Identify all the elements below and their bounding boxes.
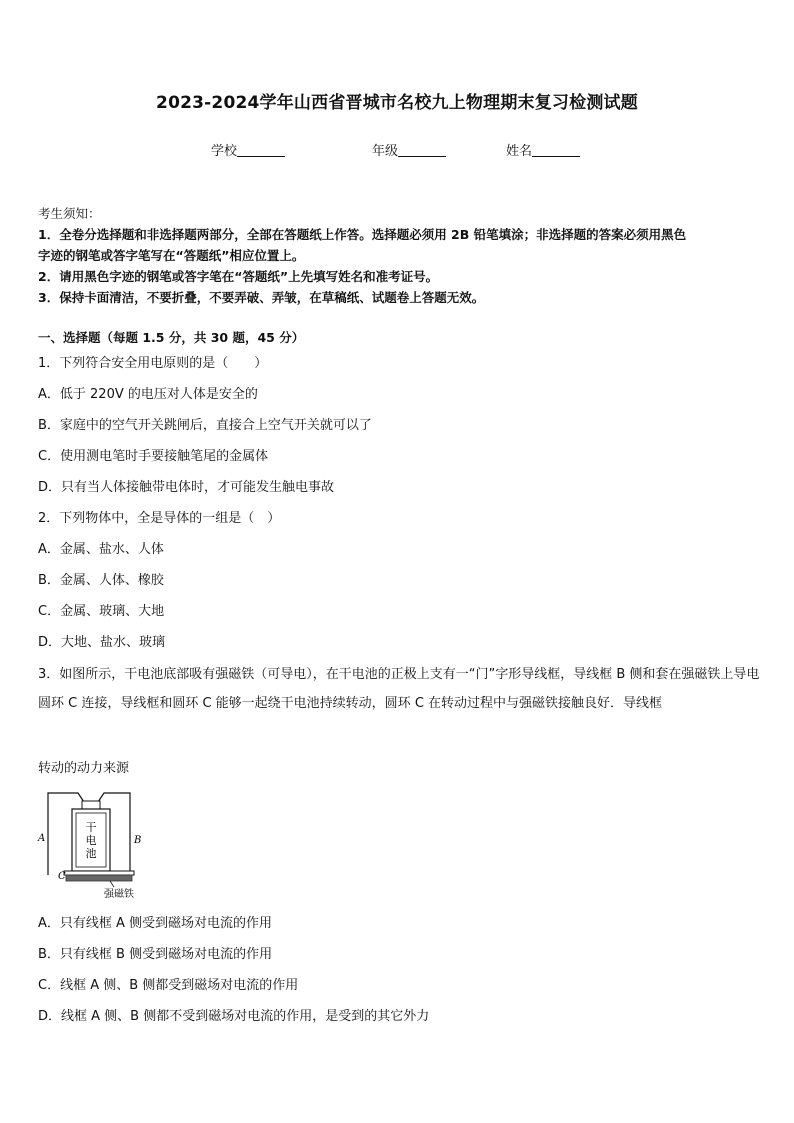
notice-heading: 考生须知： [38,206,101,221]
question-option: A．金属、盐水、人体 [38,542,164,557]
battery-label: 电 [85,834,97,847]
question-option: B．只有线框 B 侧受到磁场对电流的作用 [38,947,273,962]
battery-label: 池 [85,847,97,860]
grade-field [372,140,446,159]
notice-line: 字迹的钢笔或答字笔写在“答题纸”相应位置上。 [38,248,305,263]
question-option: C．线框 A 侧、B 侧都受到磁场对电流的作用 [38,978,299,993]
question-option: D．只有当人体接触带电体时，才可能发生触电事故 [38,480,335,495]
label-b: B [134,835,142,846]
battery-frame-figure [34,789,154,901]
question-option: D．线框 A 侧、B 侧都不受到磁场对电流的作用，是受到的其它外力 [38,1009,430,1024]
question-option: B．家庭中的空气开关跳闸后，直接合上空气开关就可以了 [38,418,372,433]
question-option: B．金属、人体、橡胶 [38,573,164,588]
document-title: 2023-2024学年山西省晋城市名校九上物理期末复习检测试题 [156,93,638,113]
school-blank[interactable] [237,143,285,157]
magnet-leader-line [110,881,114,887]
question-stem: 1．下列符合安全用电原则的是（ ） [38,356,268,371]
name-blank[interactable] [532,143,580,157]
question-stem: 2．下列物体中，全是导体的一组是（ ） [38,511,281,526]
notice-line: 3．保持卡面清洁，不要折叠，不要弄破、弄皱，在草稿纸、试题卷上答题无效。 [38,290,485,305]
label-c: C [58,871,66,882]
grade-label: 年级 [372,144,399,159]
magnet-block [66,875,132,881]
exam-notice [38,203,760,308]
name-field [506,140,580,159]
notice-line: 2．请用黑色字迹的钢笔或答字笔在“答题纸”上先填写姓名和准考证号。 [38,269,439,284]
ring-c [64,871,134,875]
school-label: 学校 [211,144,238,159]
school-field [211,140,285,159]
question-stem-continued: 转动的动力来源 [38,761,130,776]
label-a: A [38,833,46,844]
question-stem: 3．如图所示，干电池底部吸有强磁铁（可导电），在干电池的正极上支有一“门”字形导线框，导线框 B 侧和套在强磁铁上导电圆环 C 连接，导线框和圆环 C 能够一起绕干电池持续转动，圆环 C 在转动过程中与强磁铁接触良好．导线框 [38,667,760,711]
section-title: 一、选择题（每题 1.5 分，共 30 题，45 分） [38,330,305,345]
notice-line: 1．全卷分选择题和非选择题两部分，全部在答题纸上作答。选择题必须用 2B 铅笔填涂；非选择题的答案必须用黑色 [38,227,687,242]
question-option: A．只有线框 A 侧受到磁场对电流的作用 [38,916,273,931]
battery-terminal [82,801,100,809]
question-option: C．使用测电笔时手要接触笔尾的金属体 [38,449,269,464]
battery-label: 干 [85,821,97,834]
name-label: 姓名 [506,144,533,159]
question-option: A．低于 220V 的电压对人体是安全的 [38,387,258,402]
grade-blank[interactable] [398,143,446,157]
question-option: D．大地、盐水、玻璃 [38,635,166,650]
magnet-label: 强磁铁 [104,889,134,900]
question-option: C．金属、玻璃、大地 [38,604,165,619]
